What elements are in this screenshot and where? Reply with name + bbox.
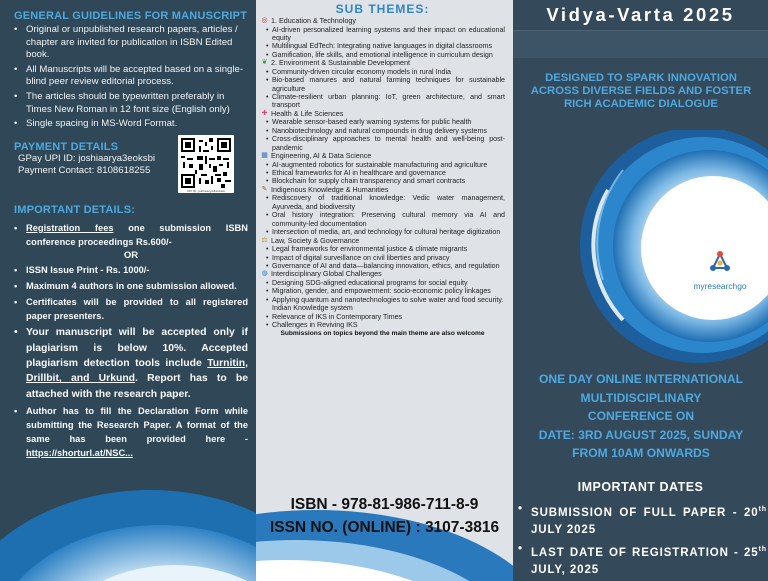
network-logo-icon: [708, 250, 732, 274]
theme-title: Indigenous Knowledge & Humanities: [271, 184, 389, 194]
globe-icon: ◍: [261, 270, 268, 278]
important-list-cont: [14, 263, 248, 460]
list-item: • Maximum 4 authors in one submission allowed.: [14, 279, 248, 293]
building-icon: ▦: [261, 152, 268, 160]
theme-title: 2. Environment & Sustainable Development: [271, 58, 411, 68]
isbn-number: ISBN - 978-81-986-711-8-9: [290, 496, 479, 513]
declaration-link[interactable]: https://shorturl.at/NSC...: [26, 448, 133, 459]
theme-block: [260, 237, 505, 271]
theme-block: [260, 270, 505, 329]
list-item: • Cross-disciplinary approaches to mental health and well-being post-pandemic: [266, 135, 505, 152]
list-item: [14, 221, 248, 249]
list-item: • AI-augmented robotics for sustainable manufacturing and agriculture: [266, 161, 505, 169]
list-item: • Climate-resilient urban planning: IoT, green architecture, and smart transport: [266, 93, 505, 110]
conference-info: [519, 370, 763, 463]
payment-section: [14, 141, 248, 201]
list-item: [517, 501, 767, 540]
list-item: • Blockchain for supply chain transparency and smart contracts: [266, 177, 505, 185]
middle-panel: [256, 0, 513, 581]
theme-title: Law, Society & Governance: [271, 235, 360, 245]
date-suffix: th: [758, 545, 767, 553]
seedling-icon: ❦: [261, 59, 268, 67]
list-item: • Migration, gender, and empowerment: socio-economic policy linkages: [266, 287, 505, 295]
guidelines-list: [14, 24, 248, 131]
list-item: [517, 541, 767, 580]
important-list: [14, 221, 248, 249]
plagiarism-text-end: . Report has to be attached with the research paper.: [26, 373, 248, 400]
list-item: • Oral history integration: Preserving cultural memory via AI and community-led documentation: [266, 211, 505, 228]
issn-number: ISSN NO. (ONLINE) : 3107-3816: [269, 519, 500, 536]
conf-date: DATE: 3RD AUGUST 2025, SUNDAY: [538, 427, 744, 442]
plagiarism-text: Your manuscript will be accepted only if plagiarism is below 10%. Accepted plagiarism detection tools include: [26, 327, 248, 369]
list-item: • Certificates will be provided to all registered paper presenters.: [14, 295, 248, 323]
theme-title: 1. Education & Technology: [271, 16, 356, 25]
date-label: LAST DATE OF REGISTRATION - 25: [531, 546, 759, 559]
list-item: • Ethical frameworks for AI in healthcare and governance: [266, 169, 505, 177]
scales-icon: ⚖: [261, 236, 268, 244]
list-item: • The articles should be typewritten preferably in Times New Roman in 12 font size (English only): [14, 91, 248, 116]
right-panel: [513, 0, 768, 581]
list-item: • Nanobiotechnology and natural compounds in drug delivery systems: [266, 127, 505, 135]
theme-title: Health & Life Sciences: [271, 108, 344, 118]
theme-block: [260, 152, 505, 186]
payment-heading: PAYMENT DETAILS: [14, 140, 119, 153]
gpay-upi-id: GPay UPI ID: joshiaarya3eoksbi: [18, 152, 156, 164]
qr-caption: UPI ID: joshiaarya3eoksbi: [186, 188, 226, 193]
list-item: • Relevance of IKS in Contemporary Times: [266, 313, 505, 321]
decorative-band: [513, 30, 768, 58]
date-suffix: th: [758, 506, 767, 513]
brand-name: myresearchgo: [693, 281, 747, 291]
list-item: • Designing SDG-aligned educational programs for social equity: [266, 279, 505, 287]
scroll-icon: ✎: [261, 185, 268, 193]
list-item: • Single spacing in MS-Word Format.: [14, 118, 248, 131]
list-item: [14, 325, 248, 401]
list-item: • Applying quantum and nanotechnologies to solve water and food security.: [266, 296, 505, 304]
payment-contact: Payment Contact: 8108618255: [18, 165, 151, 177]
list-item: • Impact of digital surveillance on civil liberties and privacy: [266, 254, 505, 262]
qr-icon: [181, 138, 231, 188]
theme-block: [260, 17, 505, 59]
iks-heading: Indian Knowledge system: [272, 304, 353, 313]
list-item: • Intersection of media, art, and technology for cultural heritage digitization: [266, 228, 505, 236]
list-item: • AI-driven personalized learning systems and their impact on educational equity: [266, 26, 505, 43]
list-item: • Bio-based manures and natural farming techniques for sustainable agriculture: [266, 76, 505, 93]
theme-block: [260, 110, 505, 152]
tagline: DESIGNED TO SPARK INNOVATION ACROSS DIVERSE FIELDS AND FOSTER RICH ACADEMIC DIALOGUE: [530, 72, 752, 110]
list-item: • Challenges in Reviving IKS: [266, 321, 505, 329]
submission-note: Submissions on topics beyond the main theme are also welcome: [280, 330, 485, 338]
theme-block: [260, 186, 505, 237]
left-panel: [0, 0, 256, 581]
list-item: • Governance of AI and data—balancing innovation, ethics, and regulation: [266, 262, 505, 270]
plagiarism-tools: Turnitin, Drillbit, and Urkund: [26, 357, 248, 385]
date-tail: JULY, 2025: [531, 564, 600, 577]
important-dates-list: [517, 501, 767, 581]
list-item: • All Manuscripts will be accepted based on a single-blind peer review editorial process.: [14, 64, 248, 89]
registration-fees-label: Registration fees: [26, 222, 114, 233]
list-item: • Community-driven circular economy models in rural India: [266, 68, 505, 76]
payment-qr-code[interactable]: [178, 135, 234, 193]
conf-time: FROM 10AM ONWARDS: [572, 446, 710, 461]
target-icon: ◎: [261, 17, 268, 24]
list-item: • Gamification, life skills, and emotional intelligence in curriculum design: [266, 51, 505, 59]
list-item: • Original or unpublished research papers, articles / chapter are invited for publication in ISBN Edited book.: [14, 24, 248, 62]
registration-fees-text: one submission ISBN conference proceedings Rs.600/-: [26, 222, 248, 247]
sub-themes-heading: SUB THEMES:: [335, 2, 430, 16]
list-item: [14, 404, 248, 460]
or-separator: OR: [123, 249, 139, 261]
list-item: • Legal frameworks for environmental justice & climate migrants: [266, 245, 505, 253]
theme-block: [260, 59, 505, 110]
list-item: • Rediscovery of traditional knowledge: Vedic water management, Ayurveda, and biodiversity: [266, 194, 505, 211]
guidelines-heading: GENERAL GUIDELINES FOR MANUSCRIPT: [14, 10, 248, 22]
date-tail: JULY 2025: [531, 524, 597, 537]
conf-line: MULTIDISCIPLINARY: [580, 390, 702, 405]
theme-title: Interdisciplinary Global Challenges: [271, 269, 382, 279]
important-dates-heading: IMPORTANT DATES: [577, 480, 704, 494]
list-item: • Wearable sensor-based early warning systems for public health: [266, 118, 505, 126]
brand-logo: [675, 250, 765, 291]
date-label: SUBMISSION OF FULL PAPER - 20: [531, 506, 759, 519]
conf-line: CONFERENCE ON: [587, 409, 695, 424]
health-icon: ✚: [261, 109, 268, 117]
declaration-text: Author has to fill the Declaration Form while submitting the Research Paper. A format of the same has been provided here -: [26, 405, 248, 444]
theme-title: Engineering, AI & Data Science: [271, 151, 372, 161]
list-item: • Multilingual EdTech: Integrating native languages in digital classrooms: [266, 42, 505, 50]
important-heading: IMPORTANT DETAILS:: [14, 203, 136, 216]
conf-line: ONE DAY ONLINE INTERNATIONAL: [538, 372, 744, 386]
conference-title: Vidya-Varta 2025: [546, 4, 735, 25]
list-item: • ISSN Issue Print - Rs. 1000/-: [14, 263, 248, 277]
